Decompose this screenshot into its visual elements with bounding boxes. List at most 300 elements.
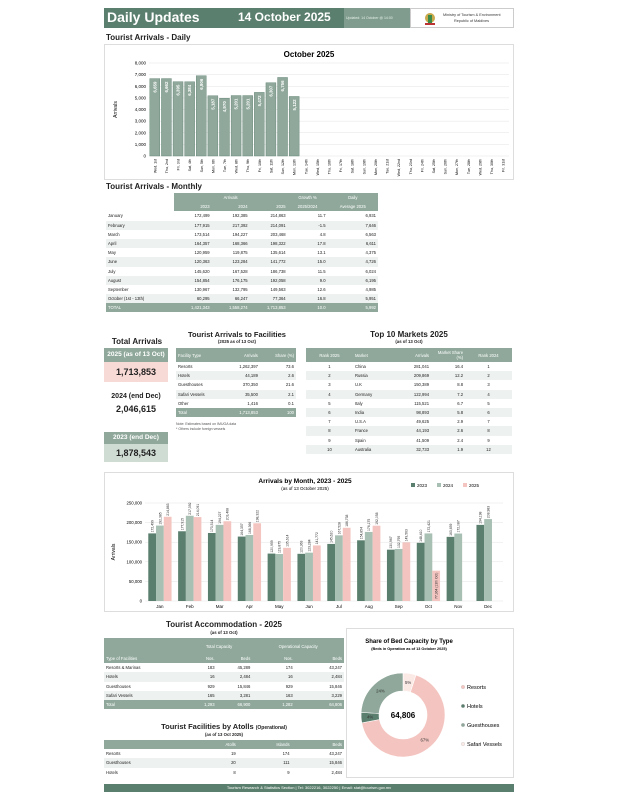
markets-row-cell: Spain — [354, 437, 366, 443]
monthly-header-2024: 2024 — [212, 202, 250, 211]
facilities-header-share: Share (%) — [260, 348, 296, 362]
monthly-bar-label: 120,363 — [299, 540, 304, 553]
accommodation-header-type: Type of Facilities — [104, 654, 186, 663]
facilities-row-cell: 21.6 — [285, 382, 294, 388]
monthly-row-cell: October (1st - 13th) — [106, 294, 174, 303]
markets-title: Top 10 Markets 2025 — [370, 330, 448, 339]
markets-row-cell: 2 — [306, 371, 353, 380]
monthly-row-cell: 9.0 — [288, 276, 328, 285]
monthly-row-cell: 4,375 — [365, 250, 376, 256]
monthly-bar — [387, 550, 395, 601]
pie-slice-label: 67% — [420, 737, 430, 743]
atolls-header-beds: Beds — [292, 740, 344, 749]
daily-bar-label: 6,906 — [198, 78, 204, 90]
markets-row — [306, 408, 512, 417]
markets-row — [306, 445, 512, 454]
daily-x-tick: Fri, 24th — [420, 159, 425, 173]
markets-row-cell: 2 — [465, 371, 512, 380]
markets-row-cell: China — [354, 364, 366, 370]
monthly-row-cell: 176,175 — [212, 276, 250, 285]
markets-row-cell: 9 — [487, 437, 490, 443]
page-date: 14 October 2025 — [238, 10, 331, 24]
bed-share-chart — [347, 629, 513, 777]
markets-row-cell: 9 — [328, 437, 331, 443]
monthly-row-cell: 11.5 — [317, 268, 326, 274]
daily-x-tick: Mon, 20th — [373, 159, 378, 175]
atolls-title-suffix: (Operational) — [255, 725, 287, 731]
monthly-row-total — [106, 303, 378, 312]
page-footer: Tourism Research & Statistics Section | Tel: 3022216, 3022250 | Email: stat@tourism.gov.mv — [104, 784, 514, 792]
ministry-block — [410, 8, 514, 28]
facilities-row-cell: 2.6 — [260, 371, 296, 380]
accommodation-row-cell: 16 — [252, 672, 294, 681]
markets-table-body — [306, 362, 512, 454]
markets-row-cell: 7 — [328, 419, 331, 425]
monthly-legend-label: 2023 — [417, 483, 428, 488]
monthly-bar — [223, 521, 231, 601]
monthly-row — [106, 248, 378, 257]
accommodation-row-cell: 1,293 — [186, 700, 217, 709]
facilities-row-cell: 1,262,397 — [239, 364, 258, 370]
monthly-row — [106, 221, 378, 230]
monthly-row-cell: 17.8 — [288, 239, 328, 248]
markets-row-cell: 10 — [306, 445, 353, 454]
accommodation-row-cell: 16 — [186, 672, 217, 681]
pie-legend-label: Hotels — [467, 704, 483, 710]
daily-bar-label: 6,662 — [164, 81, 170, 93]
monthly-bar-label: 149,563 — [404, 529, 409, 542]
total-arrivals-title: Total Arrivals — [111, 337, 163, 346]
atolls-row — [104, 749, 344, 758]
facilities-row-cell: Resorts — [178, 364, 193, 370]
accommodation-row-cell: 163 — [252, 691, 294, 700]
monthly-x-tick: Dec — [484, 604, 493, 609]
monthly-header-growth: Growth % — [288, 193, 328, 202]
monthly-table — [106, 193, 378, 312]
facilities-header-type: Facility Type — [176, 348, 224, 362]
monthly-chart-subtitle: (as of 13 October 2025) — [281, 486, 329, 491]
monthly-row-cell: 16.8 — [288, 294, 328, 303]
monthly-row-cell: 60,295 — [174, 294, 212, 303]
markets-row-cell: 5 — [328, 400, 331, 406]
monthly-bar-label: 148,410 — [419, 529, 424, 542]
accommodation-table — [104, 638, 344, 709]
atolls-header-atolls: Atolls — [193, 740, 237, 749]
monthly-row — [106, 211, 378, 220]
monthly-header-2025: 2025 — [250, 202, 288, 211]
monthly-row-cell: 173,514 — [194, 231, 210, 237]
markets-header-rank-2024: Rank 2024 — [465, 348, 512, 362]
markets-row — [306, 371, 512, 380]
daily-x-tick: Wed, 15th — [315, 159, 320, 176]
markets-row-cell: 12 — [465, 445, 512, 454]
monthly-y-tick: 100,000 — [126, 559, 142, 565]
accommodation-header-operational: Operational Capacity — [252, 638, 344, 654]
monthly-row-cell: 167,528 — [232, 268, 248, 274]
accommodation-row-cell: 929 — [285, 683, 293, 689]
monthly-row-cell: 1,558,274 — [212, 303, 250, 312]
accommodation-row — [104, 663, 344, 672]
facilities-row-cell: 35,500 — [224, 390, 260, 399]
daily-x-tick: Tue, 28th — [466, 159, 471, 175]
monthly-bar — [335, 535, 343, 601]
monthly-row-cell: 12.6 — [317, 286, 326, 292]
monthly-row — [106, 257, 378, 266]
daily-x-tick: Thu, 30th — [490, 159, 495, 175]
monthly-row-cell: 1,421,343 — [174, 303, 212, 312]
monthly-row — [106, 267, 378, 276]
daily-y-tick: 3,000 — [134, 118, 146, 124]
monthly-legend-swatch — [437, 483, 441, 487]
accommodation-row-cell: 3,281 — [217, 691, 253, 700]
daily-y-tick: 4,000 — [134, 107, 146, 112]
markets-row-cell: 281,041 — [413, 364, 430, 370]
pie-slice-label: 24% — [376, 688, 385, 694]
atolls-table-body — [104, 749, 344, 777]
monthly-row-cell: 164,357 — [174, 239, 212, 248]
markets-subtitle: (as of 13 Oct) — [395, 339, 423, 344]
monthly-chart-title: Arrivals by Month, 2023 - 2025 — [258, 478, 352, 485]
monthly-bar-label: 176,175 — [367, 518, 372, 531]
markets-header-share: Market Share (%) — [431, 348, 465, 362]
atolls-row — [104, 768, 344, 777]
facilities-row-cell: 2.1 — [260, 390, 296, 399]
monthly-row-cell: January — [108, 213, 123, 219]
accommodation-title: Tourist Accommodation - 2025 — [165, 620, 283, 629]
accommodation-row-cell: 183 — [207, 665, 215, 671]
monthly-bar — [297, 554, 305, 601]
monthly-bar-label: 208,983 — [486, 505, 491, 519]
monthly-bar-label: 77,364 (13th Oct) — [434, 572, 439, 599]
daily-x-tick: Mon, 27th — [455, 159, 460, 175]
monthly-bar — [194, 517, 202, 601]
daily-x-tick: Sat, 18th — [350, 159, 355, 174]
monthly-row-cell: 141,772 — [250, 257, 288, 266]
accommodation-row-cell: Guesthouses — [106, 683, 131, 689]
pie-chart-title: Share of Bed Capacity by Type — [365, 639, 453, 645]
monthly-row-cell: 6,195 — [328, 276, 378, 285]
monthly-header-arrivals: Arrivals — [174, 193, 288, 202]
accommodation-row-cell: Hotels — [104, 672, 186, 681]
monthly-bar — [447, 537, 455, 601]
monthly-x-tick: Sep — [394, 604, 403, 609]
monthly-row — [106, 230, 378, 239]
monthly-bar — [365, 532, 373, 601]
daily-x-tick: Sun, 19th — [362, 159, 367, 175]
monthly-y-tick: 0 — [139, 598, 142, 604]
monthly-bar — [313, 545, 321, 601]
markets-row-cell: 16.4 — [454, 364, 464, 370]
daily-x-tick: Fri, 3rd — [176, 159, 181, 171]
monthly-row-cell: July — [108, 268, 116, 274]
atolls-subtitle: (as of 13 Oct 2025) — [205, 732, 243, 737]
monthly-row-cell: 145,620 — [194, 268, 210, 274]
markets-row-cell: 4 — [306, 390, 353, 399]
facilities-row — [176, 390, 296, 399]
accommodation-header-beds-oper: Beds — [295, 654, 344, 663]
monthly-row-cell: 214,863 — [270, 213, 286, 219]
monthly-bar — [156, 526, 164, 601]
monthly-bar-label: 186,738 — [345, 514, 350, 527]
monthly-bar-label: 164,357 — [240, 523, 245, 536]
facilities-table-body — [176, 362, 296, 417]
daily-x-tick: Sat, 25th — [432, 159, 437, 174]
monthly-bar-label: 198,322 — [255, 509, 260, 523]
monthly-row-cell: 77,364 — [250, 294, 288, 303]
monthly-row-cell: 1,713,853 — [250, 303, 288, 312]
facilities-title: Tourist Arrivals to Facilities — [188, 330, 286, 339]
markets-row-cell: U.K — [354, 382, 362, 388]
monthly-bar — [186, 516, 194, 601]
pie-slice-label: 4% — [366, 714, 374, 720]
monthly-row — [106, 285, 378, 294]
markets-row-cell: 49,625 — [416, 419, 430, 425]
facilities-row-cell: 0.1 — [288, 400, 294, 406]
atolls-row-cell: 15,846 — [292, 758, 344, 767]
markets-row-cell: Australia — [353, 445, 394, 454]
markets-row-cell: 1 — [328, 364, 331, 370]
monthly-row-cell: June — [106, 257, 174, 266]
accommodation-row-cell: 929 — [207, 683, 215, 689]
monthly-y-tick: 200,000 — [126, 520, 142, 526]
markets-row-cell: 3 — [328, 382, 331, 388]
facilities-row-cell: 44,189 — [224, 371, 260, 380]
ministry-country: Republic of Maldives — [454, 19, 490, 23]
monthly-x-tick: Nov — [454, 604, 463, 609]
monthly-row-cell: April — [106, 239, 174, 248]
markets-row-cell: 41,509 — [416, 437, 430, 443]
daily-x-tick: Wed, 1st — [153, 159, 158, 174]
markets-row-cell: 2.4 — [457, 437, 464, 443]
monthly-bar — [484, 519, 492, 601]
markets-row-cell: 5 — [487, 400, 490, 406]
markets-row-cell: 32,733 — [394, 445, 431, 454]
markets-row-cell: 98,893 — [394, 408, 431, 417]
markets-header-arrivals: Arrivals — [394, 348, 431, 362]
accommodation-header-nos-oper: Nos. — [252, 654, 294, 663]
monthly-bar — [253, 523, 261, 601]
daily-x-tick: Sun, 12th — [281, 159, 286, 175]
daily-x-tick: Sat, 4th — [188, 159, 193, 172]
monthly-bar — [417, 543, 425, 601]
markets-row-cell: 7 — [487, 419, 490, 425]
pie-legend-swatch — [461, 742, 465, 746]
accommodation-row-total — [104, 700, 344, 709]
monthly-row — [106, 294, 378, 303]
monthly-table-body — [106, 211, 378, 312]
accommodation-row — [104, 672, 344, 681]
markets-row-cell: 122,994 — [394, 390, 431, 399]
pie-legend-swatch — [461, 723, 465, 727]
accommodation-row-cell: Resorts & Marinas — [106, 665, 141, 671]
monthly-row-cell: 203,468 — [270, 231, 286, 237]
daily-x-tick: Wed, 22nd — [397, 159, 402, 177]
monthly-row-cell: September — [108, 286, 129, 292]
daily-section-title: Tourist Arrivals - Daily — [106, 33, 191, 42]
accommodation-row-cell: 15,846 — [329, 683, 342, 689]
facilities-row — [176, 362, 296, 371]
monthly-legend-swatch — [411, 483, 415, 487]
monthly-x-tick: Jan — [156, 604, 164, 609]
monthly-bar-label: 167,528 — [337, 522, 342, 535]
pie-center-label: 64,806 — [390, 711, 416, 720]
atolls-title-text: Tourist Facilities by Atolls — [161, 722, 254, 731]
monthly-row-cell: 4,726 — [328, 257, 378, 266]
facilities-subtitle: (2025 as of 13 Oct) — [218, 339, 256, 344]
atolls-row-cell: 111 — [238, 758, 292, 767]
markets-row-cell: 2.6 — [431, 426, 465, 435]
daily-y-tick: 8,000 — [134, 60, 146, 66]
monthly-bar — [246, 535, 254, 601]
monthly-bar-label: 135,614 — [285, 534, 290, 547]
facilities-row-cell: Guesthouses — [178, 382, 203, 388]
pie-legend-swatch — [461, 704, 465, 708]
markets-row — [306, 362, 512, 371]
markets-row-cell: 6.7 — [457, 400, 464, 406]
facilities-row — [176, 371, 296, 380]
monthly-bar-label: 141,772 — [315, 532, 320, 545]
markets-row-cell: 7.2 — [431, 390, 465, 399]
ministry-name: Ministry of Tourism & Environment — [443, 13, 501, 17]
markets-row — [306, 380, 512, 389]
monthly-chart-ylabel: Arrivals — [111, 543, 117, 561]
monthly-x-tick: Oct — [424, 604, 432, 609]
daily-y-tick: 1,000 — [134, 141, 146, 147]
monthly-bar-label: 168,366 — [247, 521, 252, 535]
monthly-row-cell: 198,322 — [250, 239, 288, 248]
monthly-arrivals-chart — [105, 473, 513, 611]
monthly-bar-label: 123,284 — [307, 539, 312, 552]
monthly-header-daily: Daily — [328, 193, 378, 202]
daily-bar-label: 5,201 — [233, 98, 239, 110]
atolls-row-cell: 9 — [287, 769, 290, 775]
facilities-row — [176, 399, 296, 408]
monthly-row-cell: 119,875 — [232, 250, 248, 256]
markets-row-cell: India — [353, 408, 394, 417]
monthly-row-cell: 6,611 — [328, 239, 378, 248]
facilities-row-cell: Total — [176, 408, 224, 417]
monthly-bar — [164, 517, 172, 601]
accommodation-row-cell: 2,484 — [295, 672, 344, 681]
daily-x-tick: Mon, 13th — [292, 159, 297, 175]
monthly-bar-label: 119,875 — [277, 540, 282, 554]
monthly-bar — [148, 533, 156, 601]
daily-y-tick: 0 — [143, 153, 146, 159]
markets-row-cell: 2.9 — [457, 419, 464, 425]
pie-slice-label: 5% — [405, 679, 412, 685]
monthly-bar — [402, 542, 410, 601]
daily-y-tick: 5,000 — [134, 95, 146, 101]
daily-x-tick: Fri, 17th — [339, 159, 344, 173]
monthly-bar — [327, 544, 335, 601]
markets-row-cell: Germany — [353, 390, 394, 399]
monthly-bar-label: 163,659 — [448, 523, 453, 536]
monthly-header-daily-sub — [328, 202, 378, 211]
monthly-bar-label: 177,915 — [180, 517, 185, 531]
accommodation-row-cell: 2,484 — [217, 672, 253, 681]
accommodation-row — [104, 691, 344, 700]
monthly-y-tick: 50,000 — [128, 578, 142, 584]
monthly-row-cell: 194,227 — [232, 231, 248, 237]
monthly-bar-label: 172,499 — [150, 520, 155, 533]
monthly-bar-label: 203,468 — [225, 507, 230, 521]
markets-row-cell: 12.2 — [431, 371, 465, 380]
monthly-header-2023: 2023 — [174, 202, 212, 211]
accommodation-row — [104, 682, 344, 691]
total-2025-value: 1,713,853 — [104, 362, 168, 382]
monthly-row — [106, 276, 378, 285]
monthly-bar-label: 172,087 — [456, 520, 461, 533]
markets-row — [306, 399, 512, 408]
monthly-bar-label: 132,795 — [396, 535, 401, 548]
accommodation-row-cell: 165 — [186, 691, 217, 700]
pie-legend-label: Guesthouses — [467, 723, 500, 729]
total-2024-value: 2,046,615 — [115, 404, 157, 414]
bed-share-frame — [346, 628, 514, 778]
total-2024-label: 2024 (end Dec) — [111, 393, 161, 400]
atolls-row-cell: 8 — [233, 769, 236, 775]
monthly-header-growth-sub: 2025/2024 — [288, 202, 328, 211]
monthly-bar-label: 172,421 — [426, 520, 431, 533]
markets-row-cell: 6 — [465, 408, 512, 417]
accommodation-row-cell: Total — [104, 700, 186, 709]
monthly-y-tick: 250,000 — [126, 500, 142, 506]
monthly-bar-label: 145,620 — [329, 530, 334, 543]
total-2023-label: 2023 (end Dec) — [104, 432, 168, 444]
facilities-row-cell: 73.6 — [285, 364, 294, 370]
monthly-row — [106, 239, 378, 248]
facilities-row — [176, 380, 296, 389]
monthly-row-cell: 10.0 — [288, 303, 328, 312]
markets-row-cell: 3 — [487, 382, 490, 388]
monthly-row-cell: 66,247 — [212, 294, 250, 303]
daily-x-tick: Sat, 11th — [269, 159, 274, 174]
accommodation-header-nos: Nos. — [186, 654, 217, 663]
accommodation-row-cell: 3,229 — [295, 691, 344, 700]
markets-row-cell: Russia — [353, 371, 394, 380]
monthly-row-cell: 214,091 — [250, 221, 288, 230]
atolls-row-cell: Hotels — [106, 769, 118, 775]
markets-row-cell: 6 — [306, 408, 353, 417]
daily-x-tick: Sun, 5th — [199, 159, 204, 173]
monthly-row-cell: 6,024 — [365, 268, 376, 274]
monthly-row-cell: 132,795 — [232, 286, 248, 292]
monthly-bar — [178, 531, 186, 601]
daily-x-tick: Wed, 29th — [478, 159, 483, 176]
markets-header-market: Market — [353, 348, 394, 362]
page-header — [104, 8, 514, 28]
facilities-row-cell: 1,713,853 — [224, 408, 260, 417]
daily-x-tick: Fri, 31st — [501, 159, 506, 172]
atolls-row-cell: 43,247 — [329, 751, 342, 757]
daily-y-tick: 7,000 — [134, 72, 146, 78]
daily-x-tick: Thu, 16th — [327, 159, 332, 175]
monthly-row-cell: May — [108, 250, 116, 256]
monthly-x-tick: Feb — [185, 604, 194, 609]
monthly-y-tick: 150,000 — [126, 539, 142, 545]
markets-header-rank: Rank 2025 — [306, 348, 353, 362]
facilities-note: Note: Estimates based on IMUGA data — [176, 422, 237, 426]
daily-bar-label: 5,201 — [245, 98, 251, 110]
atolls-row-cell: Resorts — [106, 751, 121, 757]
monthly-row-cell: 135,614 — [270, 250, 286, 256]
monthly-row-cell: 13.1 — [317, 250, 326, 256]
daily-x-tick: Mon, 6th — [211, 159, 216, 173]
daily-bar-label: 5,187 — [210, 98, 216, 110]
daily-chart-frame — [104, 44, 514, 180]
markets-row-cell: 8 — [465, 426, 512, 435]
accommodation-row-cell: 66,900 — [217, 700, 253, 709]
